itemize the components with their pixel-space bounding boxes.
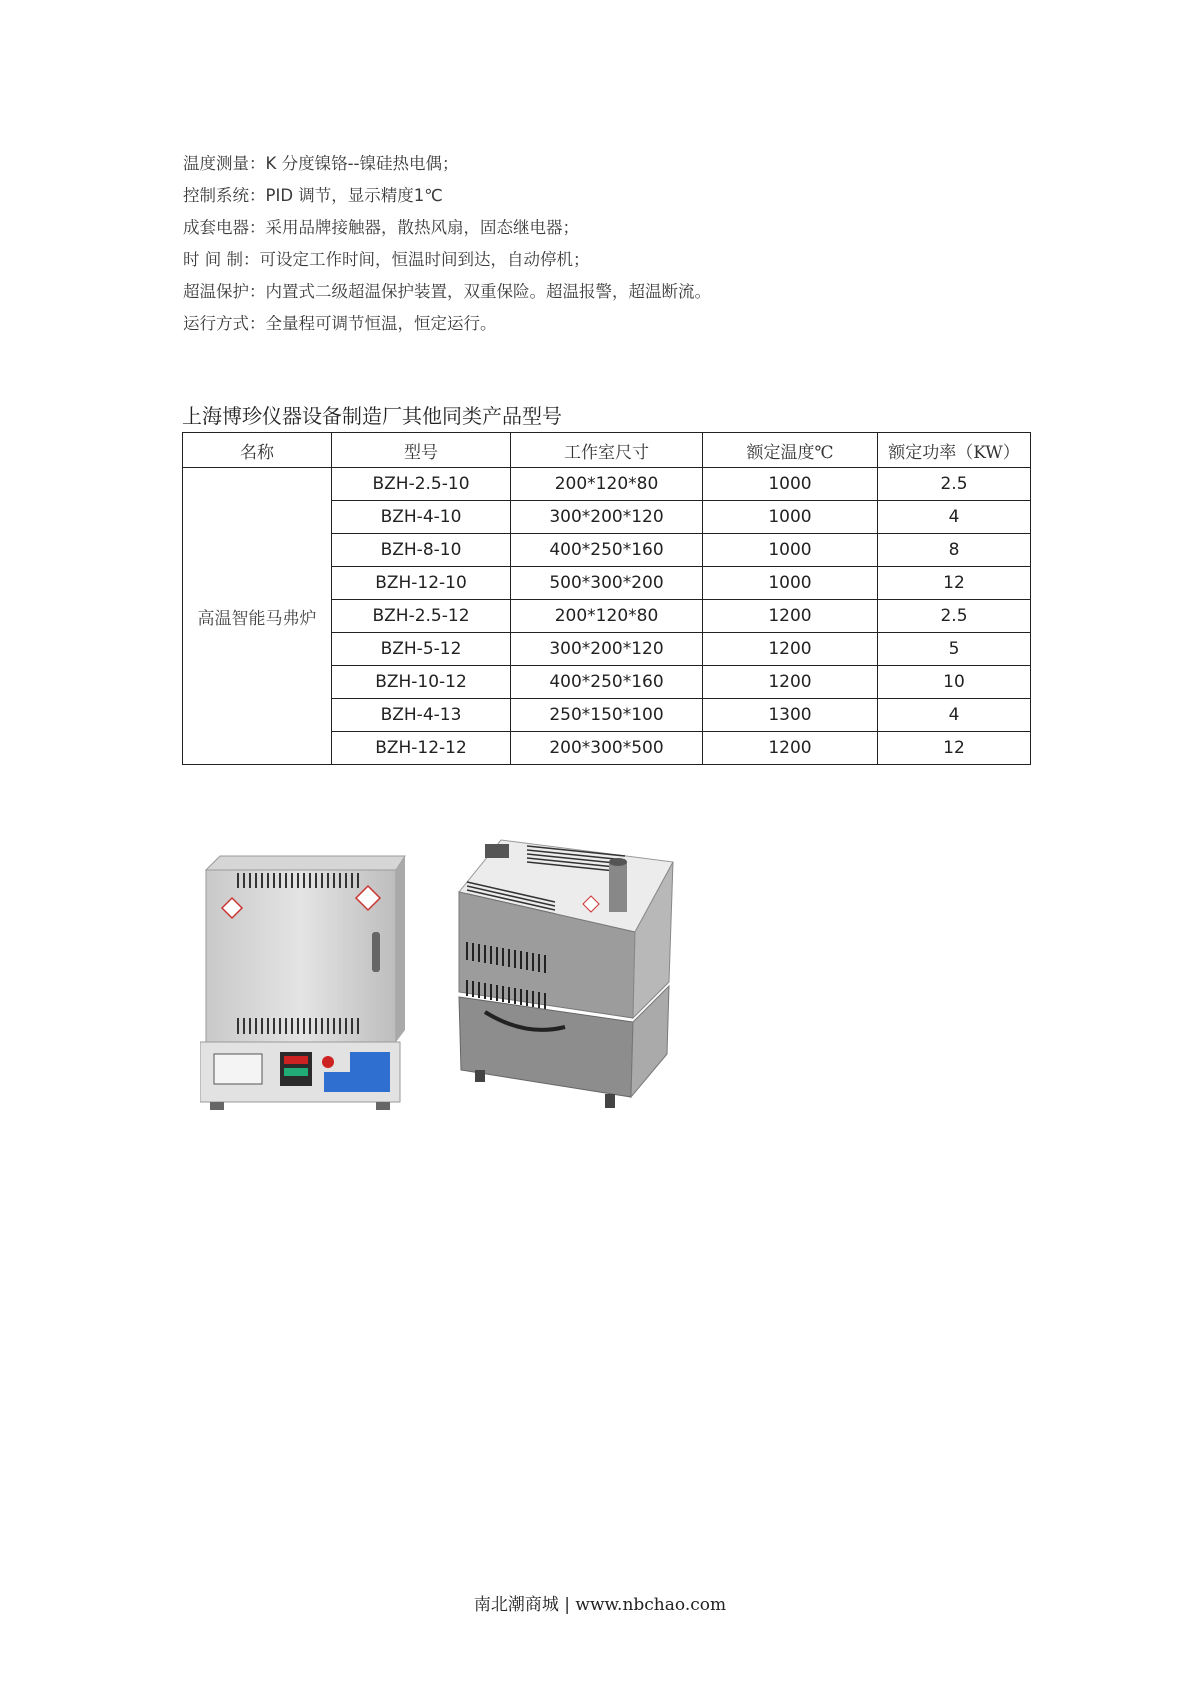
temp-cell: 1000 bbox=[703, 468, 878, 501]
spec-value: 可设定工作时间，恒温时间到达，自动停机； bbox=[259, 250, 590, 269]
header-rated-temp: 额定温度℃ bbox=[703, 433, 878, 468]
spec-line bbox=[183, 212, 1083, 244]
power-cell: 5 bbox=[878, 633, 1031, 666]
spec-value: 全量程可调节恒温，恒定运行。 bbox=[265, 314, 497, 333]
power-cell: 2.5 bbox=[878, 468, 1031, 501]
temp-cell: 1200 bbox=[703, 732, 878, 765]
model-cell: BZH-2.5-12 bbox=[332, 600, 511, 633]
model-table bbox=[182, 432, 1031, 765]
spec-list bbox=[183, 148, 1083, 340]
size-cell: 200*120*80 bbox=[511, 468, 703, 501]
product-name-cell: 高温智能马弗炉 bbox=[183, 468, 332, 765]
temp-cell: 1000 bbox=[703, 534, 878, 567]
temp-cell: 1000 bbox=[703, 567, 878, 600]
spec-line bbox=[183, 244, 1083, 276]
model-cell: BZH-2.5-10 bbox=[332, 468, 511, 501]
header-model: 型号 bbox=[332, 433, 511, 468]
spec-value: 采用品牌接触器，散热风扇，固态继电器； bbox=[265, 218, 579, 237]
size-cell: 300*200*120 bbox=[511, 633, 703, 666]
spec-label: 温度测量： bbox=[183, 154, 266, 173]
temp-cell: 1200 bbox=[703, 633, 878, 666]
table-header-row bbox=[183, 433, 1031, 468]
muffle-furnace-angled-photo bbox=[455, 822, 675, 1122]
power-cell: 10 bbox=[878, 666, 1031, 699]
temp-cell: 1300 bbox=[703, 699, 878, 732]
spec-label: 运行方式： bbox=[183, 314, 266, 333]
size-cell: 500*300*200 bbox=[511, 567, 703, 600]
header-rated-power: 额定功率（KW） bbox=[878, 433, 1031, 468]
model-cell: BZH-8-10 bbox=[332, 534, 511, 567]
spec-line bbox=[183, 308, 1083, 340]
power-cell: 2.5 bbox=[878, 600, 1031, 633]
muffle-furnace-front-photo bbox=[200, 840, 415, 1110]
power-cell: 4 bbox=[878, 501, 1031, 534]
spec-value: 内置式二级超温保护装置，双重保险。超温报警，超温断流。 bbox=[265, 282, 711, 301]
spec-line bbox=[183, 180, 1083, 212]
spec-label: 控制系统： bbox=[183, 186, 266, 205]
spec-line bbox=[183, 276, 1083, 308]
header-name: 名称 bbox=[183, 433, 332, 468]
spec-label: 时 间 制： bbox=[183, 250, 260, 269]
size-cell: 400*250*160 bbox=[511, 666, 703, 699]
table-row bbox=[183, 468, 1031, 501]
power-cell: 8 bbox=[878, 534, 1031, 567]
power-cell: 4 bbox=[878, 699, 1031, 732]
size-cell: 250*150*100 bbox=[511, 699, 703, 732]
size-cell: 200*300*500 bbox=[511, 732, 703, 765]
temp-cell: 1200 bbox=[703, 600, 878, 633]
model-cell: BZH-4-10 bbox=[332, 501, 511, 534]
spec-label: 超温保护： bbox=[183, 282, 266, 301]
spec-label: 成套电器： bbox=[183, 218, 266, 237]
size-cell: 400*250*160 bbox=[511, 534, 703, 567]
size-cell: 200*120*80 bbox=[511, 600, 703, 633]
spec-value: K 分度镍铬--镍硅热电偶； bbox=[265, 154, 459, 173]
page-footer: 南北潮商城 | www.nbchao.com bbox=[473, 1595, 727, 1615]
header-chamber-size: 工作室尺寸 bbox=[511, 433, 703, 468]
temp-cell: 1200 bbox=[703, 666, 878, 699]
model-cell: BZH-10-12 bbox=[332, 666, 511, 699]
section-title: 上海博珍仪器设备制造厂其他同类产品型号 bbox=[182, 404, 562, 428]
spec-line bbox=[183, 148, 1083, 180]
size-cell: 300*200*120 bbox=[511, 501, 703, 534]
power-cell: 12 bbox=[878, 732, 1031, 765]
power-cell: 12 bbox=[878, 567, 1031, 600]
temp-cell: 1000 bbox=[703, 501, 878, 534]
spec-value: PID 调节，显示精度1℃ bbox=[265, 186, 443, 205]
model-cell: BZH-12-10 bbox=[332, 567, 511, 600]
model-cell: BZH-5-12 bbox=[332, 633, 511, 666]
model-cell: BZH-12-12 bbox=[332, 732, 511, 765]
model-cell: BZH-4-13 bbox=[332, 699, 511, 732]
